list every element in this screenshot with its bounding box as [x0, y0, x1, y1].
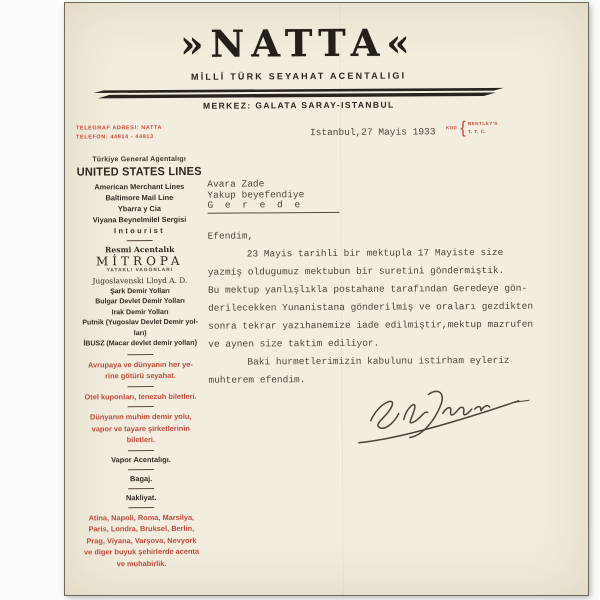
sidebar-agencies: [72, 156, 209, 570]
body-line: Baki hurmetlerimizin kabulunu istirham eyleriz: [247, 354, 510, 368]
sidebar-mitropa: MİTROPA: [95, 253, 184, 269]
sidebar-promo: Dünyanın muhim demir yolu,: [89, 411, 192, 422]
recipient-name: Avara Zade: [207, 178, 265, 190]
sidebar-railway: Irak Demir Yolları: [111, 308, 169, 316]
telefon-line: TELEFON: 44814 - 44813: [75, 134, 154, 141]
sidebar-service: Bagaj.: [129, 473, 153, 483]
telegraf-line: TELEGRAF ADRESI: NATTA: [75, 125, 163, 132]
sidebar-resmi: Resmi Acentalık: [105, 244, 175, 255]
body-line: 23 Mayis tarihli bir mektupla 17 Mayiste size: [246, 246, 504, 260]
dateline: Istanbul,27 Mayis 1933: [309, 126, 436, 139]
divider: [128, 488, 154, 489]
sidebar-usl-line: Baltimore Mail Line: [105, 192, 174, 203]
brand-subtitle: MİLLİ TÜRK SEYAHAT ACENTALIGI: [190, 70, 407, 82]
sidebar-cities: ve diger buyuk şehirlerde acenta: [83, 546, 200, 557]
merkez-line: MERKEZ: GALATA SARAY-ISTANBUL: [203, 99, 395, 111]
sidebar-railway: Jugoslavenski Lloyd A. D.: [92, 275, 188, 286]
recipient-city: G e r e d e: [207, 200, 339, 213]
recipient-title: Yakup beyefendiye: [207, 188, 305, 201]
code-label: KOD: [445, 125, 458, 131]
sidebar-promo: vapor ve tayare şirketlerinin: [91, 423, 190, 433]
letter-body: [208, 228, 600, 392]
contact-block: [76, 124, 162, 143]
sidebar-promo: Avrupaya ve dünyanın her ye-: [87, 359, 193, 369]
double-rule: [94, 87, 504, 100]
sidebar-service: Vapor Acentalıgı.: [111, 454, 171, 464]
letterhead: [93, 20, 504, 112]
code-bentleys: BENTLEY'S: [467, 120, 498, 127]
divider: [127, 354, 153, 355]
body-line: sonra tekrar yazıhanemize iade edilmiştir,mektup mazrufen: [208, 318, 534, 332]
sidebar-usl-line: American Merchant Lines: [94, 181, 185, 192]
sidebar-promo: rine götürü seyahat.: [105, 370, 176, 381]
body-line: Bu mektup yanlışlıkla postahane tarafından Geredeye gön-: [207, 282, 528, 296]
sidebar-railway: Şark Demir Yolları: [110, 287, 170, 295]
sidebar-promo: biletleri.: [126, 435, 156, 445]
sidebar-cities: Prag, Viyana, Varşova, Nevyork: [86, 535, 197, 545]
signature: [348, 378, 533, 451]
sidebar-railway: İBUSZ (Macar devlet demir yolları): [83, 339, 198, 348]
divider: [128, 386, 154, 387]
sidebar-usl-line: Intourist: [113, 225, 166, 236]
telegraph-code-stamp: [446, 119, 498, 136]
sidebar-cities: ve muhabirlik.: [116, 558, 167, 568]
sidebar-railway: Bulgar Devlet Demir Yolları: [95, 297, 185, 306]
sidebar-usl-line: Viyana Beynelmilel Sergisi: [92, 214, 187, 225]
brace-glyph: {: [460, 118, 466, 138]
sidebar-railway: ları): [133, 329, 147, 337]
body-line: muhterem efendim.: [208, 374, 306, 386]
sidebar-mitropa-sub: YATAKLI VAGONLARI: [106, 267, 174, 274]
salutation: Efendim,: [207, 230, 254, 242]
sidebar-agency-title: Türkiye General Agentalıgı: [92, 155, 186, 164]
divider: [128, 450, 154, 451]
divider: [128, 507, 154, 508]
divider: [128, 406, 154, 407]
divider: [128, 469, 154, 470]
sidebar-railway: Putnik (Yugoslav Devlet Demir yol-: [82, 318, 198, 327]
body-line: derilecekken Yunanistana gönderilmiş ve oraları gezdikten: [208, 300, 534, 314]
divider: [127, 240, 153, 241]
body-line: yazmiş oldugumuz mektubun bir suretini göndermiştik.: [207, 264, 505, 278]
recipient-block: [207, 179, 339, 213]
sidebar-service: Nakliyat.: [125, 492, 157, 502]
paper: [65, 3, 588, 595]
code-ttc: T. T. C.: [467, 129, 487, 135]
sidebar-usl-line: Ybarra y Cia: [117, 204, 162, 214]
brand-wordmark: »NATTA«: [180, 20, 417, 66]
paper-content: [63, 1, 590, 596]
body-line: ve aynen size taktim ediliyor.: [208, 337, 380, 350]
sidebar-promo: Otel kuponları, tenezuh biletleri.: [84, 391, 197, 401]
sidebar-usl: UNITED STATES LINES: [76, 165, 202, 179]
sidebar-cities: Paris, Londra, Bruksel, Berlin,: [88, 523, 195, 534]
sidebar-cities: Atina, Napoli, Roma, Marsilya,: [88, 512, 195, 522]
